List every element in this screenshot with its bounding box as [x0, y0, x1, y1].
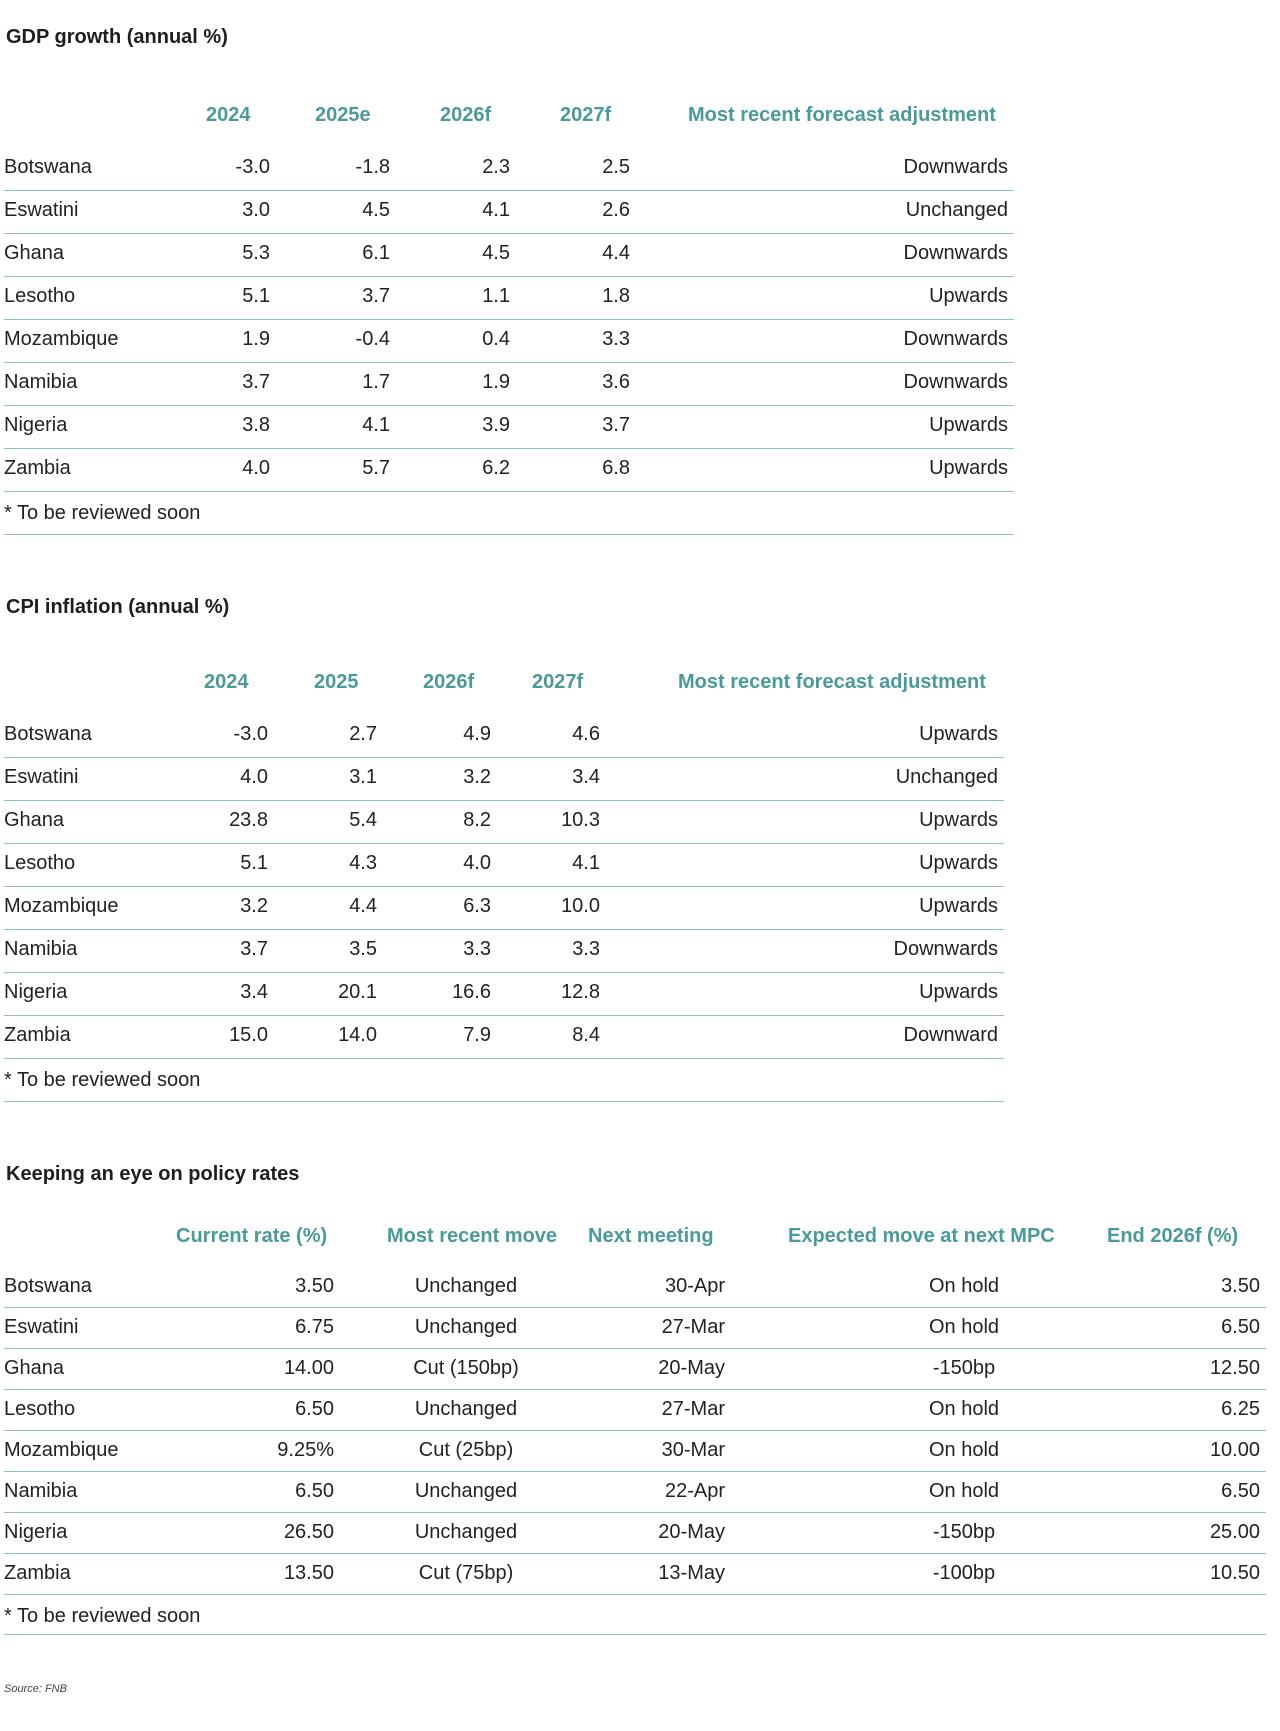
country-cell: Botswana: [4, 723, 92, 745]
value-cell: 5.3: [242, 242, 270, 264]
value-cell: Upwards: [929, 457, 1008, 479]
cpi-note-text: * To be reviewed soon: [4, 1069, 201, 1091]
value-cell: On hold: [928, 1275, 1000, 1297]
value-cell: 3.3: [463, 938, 491, 960]
value-cell: 3.4: [240, 981, 268, 1003]
value-cell: 4.1: [482, 199, 510, 221]
gdp-header-2025e: 2025e: [315, 104, 371, 126]
gdp-table-row: [4, 148, 1014, 191]
value-cell: On hold: [928, 1439, 1000, 1461]
country-cell: Eswatini: [4, 1316, 79, 1338]
policy-note: [4, 1595, 1266, 1635]
value-cell: -1.8: [355, 156, 390, 178]
value-cell: 3.50: [1221, 1275, 1260, 1297]
cpi-table-row: [4, 715, 1004, 758]
value-cell: 1.8: [602, 285, 630, 307]
country-cell: Ghana: [4, 242, 65, 264]
gdp-header-row: [4, 104, 1014, 148]
cpi-header-2025: 2025: [314, 671, 359, 693]
policy-header-current-rate: Current rate (%): [176, 1225, 328, 1247]
country-cell: Zambia: [4, 457, 71, 479]
value-cell: Downwards: [893, 938, 998, 960]
value-cell: Upwards: [929, 285, 1008, 307]
policy-header-end-2026f: End 2026f (%): [1107, 1225, 1239, 1247]
value-cell: Upwards: [919, 852, 998, 874]
value-cell: 3.8: [242, 414, 270, 436]
value-cell: Downwards: [903, 242, 1008, 264]
value-cell: 6.50: [295, 1480, 334, 1502]
value-cell: -3.0: [233, 723, 268, 745]
value-cell: 16.6: [452, 981, 491, 1003]
value-cell: 2.7: [349, 723, 377, 745]
value-cell: 8.4: [572, 1024, 600, 1046]
value-cell: Upwards: [919, 809, 998, 831]
value-cell: 3.3: [572, 938, 600, 960]
cpi-header-2026f: 2026f: [423, 671, 475, 693]
policy-table-row: [4, 1472, 1266, 1513]
country-cell: Ghana: [4, 1357, 65, 1379]
country-cell: Namibia: [4, 371, 78, 393]
value-cell: 12.8: [561, 981, 600, 1003]
value-cell: 6.8: [602, 457, 630, 479]
value-cell: 5.1: [242, 285, 270, 307]
value-cell: 15.0: [229, 1024, 268, 1046]
value-cell: 3.2: [463, 766, 491, 788]
value-cell: 4.5: [362, 199, 390, 221]
country-cell: Ghana: [4, 809, 65, 831]
value-cell: -0.4: [355, 328, 390, 350]
value-cell: Upwards: [919, 895, 998, 917]
value-cell: 5.1: [240, 852, 268, 874]
value-cell: Unchanged: [414, 1398, 518, 1420]
value-cell: 30-Apr: [664, 1275, 725, 1297]
value-cell: 14.0: [338, 1024, 377, 1046]
gdp-table-row: [4, 406, 1014, 449]
value-cell: Downwards: [903, 328, 1008, 350]
value-cell: Downwards: [903, 156, 1008, 178]
value-cell: 3.7: [240, 938, 268, 960]
value-cell: 5.7: [362, 457, 390, 479]
country-cell: Mozambique: [4, 895, 119, 917]
country-cell: Lesotho: [4, 852, 76, 874]
value-cell: Unchanged: [895, 766, 998, 788]
value-cell: 3.5: [349, 938, 377, 960]
cpi-table-row: [4, 887, 1004, 930]
value-cell: Cut (150bp): [413, 1357, 519, 1379]
value-cell: 1.9: [242, 328, 270, 350]
value-cell: Unchanged: [905, 199, 1008, 221]
policy-header-expected-move: Expected move at next MPC: [788, 1225, 1055, 1247]
value-cell: 13.50: [283, 1562, 334, 1584]
value-cell: 13-May: [658, 1562, 725, 1584]
policy-header-recent-move: Most recent move: [387, 1225, 558, 1247]
value-cell: Cut (75bp): [418, 1562, 514, 1584]
value-cell: Unchanged: [414, 1316, 518, 1338]
value-cell: 10.0: [561, 895, 600, 917]
gdp-table-row: [4, 191, 1014, 234]
value-cell: -150bp: [932, 1357, 996, 1379]
value-cell: 3.9: [482, 414, 510, 436]
value-cell: 4.0: [463, 852, 491, 874]
value-cell: 5.4: [349, 809, 377, 831]
value-cell: 2.3: [482, 156, 510, 178]
policy-table-row: [4, 1554, 1266, 1595]
value-cell: 27-Mar: [661, 1316, 725, 1338]
policy-table-row: [4, 1513, 1266, 1554]
value-cell: 30-Mar: [661, 1439, 725, 1461]
gdp-table: [4, 104, 1014, 535]
cpi-table-row: [4, 801, 1004, 844]
policy-title: Keeping an eye on policy rates: [6, 1163, 300, 1185]
cpi-header-2027f: 2027f: [532, 671, 584, 693]
value-cell: 23.8: [229, 809, 268, 831]
country-cell: Botswana: [4, 1275, 92, 1297]
value-cell: 4.3: [349, 852, 377, 874]
value-cell: 4.4: [602, 242, 630, 264]
value-cell: 27-Mar: [661, 1398, 725, 1420]
policy-note-text: * To be reviewed soon: [4, 1605, 201, 1627]
gdp-table-row: [4, 277, 1014, 320]
policy-table-row: [4, 1349, 1266, 1390]
cpi-table: [4, 671, 1004, 1102]
value-cell: 4.5: [482, 242, 510, 264]
value-cell: 4.0: [242, 457, 270, 479]
value-cell: 20-May: [658, 1357, 725, 1379]
value-cell: On hold: [928, 1480, 1000, 1502]
value-cell: 3.6: [602, 371, 630, 393]
value-cell: 3.4: [572, 766, 600, 788]
country-cell: Eswatini: [4, 766, 79, 788]
value-cell: On hold: [928, 1316, 1000, 1338]
value-cell: 2.6: [602, 199, 630, 221]
value-cell: 4.6: [572, 723, 600, 745]
value-cell: Upwards: [929, 414, 1008, 436]
value-cell: 3.7: [242, 371, 270, 393]
value-cell: Upwards: [919, 723, 998, 745]
value-cell: 3.0: [242, 199, 270, 221]
country-cell: Lesotho: [4, 285, 76, 307]
gdp-table-row: [4, 320, 1014, 363]
policy-table: [4, 1225, 1266, 1635]
cpi-header-2024: 2024: [204, 671, 249, 693]
value-cell: 8.2: [463, 809, 491, 831]
country-cell: Lesotho: [4, 1398, 76, 1420]
value-cell: Upwards: [919, 981, 998, 1003]
country-cell: Nigeria: [4, 414, 68, 436]
value-cell: 3.1: [349, 766, 377, 788]
value-cell: 4.1: [362, 414, 390, 436]
value-cell: 7.9: [463, 1024, 491, 1046]
country-cell: Zambia: [4, 1024, 71, 1046]
value-cell: 10.3: [561, 809, 600, 831]
cpi-table-row: [4, 758, 1004, 801]
country-cell: Eswatini: [4, 199, 79, 221]
country-cell: Botswana: [4, 156, 92, 178]
country-cell: Namibia: [4, 938, 78, 960]
value-cell: 4.1: [572, 852, 600, 874]
value-cell: 3.7: [602, 414, 630, 436]
value-cell: 10.00: [1209, 1439, 1260, 1461]
value-cell: Unchanged: [414, 1480, 518, 1502]
cpi-table-row: [4, 844, 1004, 887]
country-cell: Namibia: [4, 1480, 78, 1502]
value-cell: 1.7: [362, 371, 390, 393]
value-cell: 6.75: [295, 1316, 334, 1338]
value-cell: 4.4: [349, 895, 377, 917]
country-cell: Nigeria: [4, 1521, 68, 1543]
value-cell: 3.50: [295, 1275, 334, 1297]
value-cell: 3.3: [602, 328, 630, 350]
value-cell: 6.2: [482, 457, 510, 479]
policy-table-row: [4, 1267, 1266, 1308]
value-cell: 9.25%: [277, 1439, 334, 1461]
value-cell: Cut (25bp): [418, 1439, 514, 1461]
policy-header-row: [4, 1225, 1266, 1267]
cpi-header-row: [4, 671, 1004, 715]
value-cell: On hold: [928, 1398, 1000, 1420]
cpi-table-row: [4, 1016, 1004, 1059]
country-cell: Zambia: [4, 1562, 71, 1584]
gdp-header-adjustment: Most recent forecast adjustment: [688, 104, 996, 126]
value-cell: 4.0: [240, 766, 268, 788]
value-cell: 6.1: [362, 242, 390, 264]
country-cell: Nigeria: [4, 981, 68, 1003]
value-cell: 2.5: [602, 156, 630, 178]
value-cell: 6.50: [1221, 1480, 1260, 1502]
cpi-header-adjustment: Most recent forecast adjustment: [678, 671, 986, 693]
cpi-note: [4, 1059, 1004, 1102]
value-cell: 1.1: [482, 285, 510, 307]
policy-table-row: [4, 1308, 1266, 1349]
value-cell: 12.50: [1209, 1357, 1260, 1379]
value-cell: 3.2: [240, 895, 268, 917]
value-cell: 1.9: [482, 371, 510, 393]
value-cell: 22-Apr: [664, 1480, 725, 1502]
value-cell: 20-May: [658, 1521, 725, 1543]
value-cell: 6.3: [463, 895, 491, 917]
value-cell: -3.0: [235, 156, 270, 178]
country-cell: Mozambique: [4, 328, 119, 350]
value-cell: Unchanged: [414, 1275, 518, 1297]
value-cell: Unchanged: [414, 1521, 518, 1543]
country-cell: Mozambique: [4, 1439, 119, 1461]
gdp-header-2026f: 2026f: [440, 104, 492, 126]
value-cell: 3.7: [362, 285, 390, 307]
value-cell: 0.4: [482, 328, 510, 350]
value-cell: Downward: [903, 1024, 998, 1046]
gdp-note: [4, 492, 1014, 535]
value-cell: 4.9: [463, 723, 491, 745]
gdp-header-2024: 2024: [206, 104, 251, 126]
policy-header-next-meeting: Next meeting: [588, 1225, 714, 1247]
policy-table-row: [4, 1431, 1266, 1472]
policy-table-row: [4, 1390, 1266, 1431]
gdp-table-row: [4, 363, 1014, 406]
source-note: Source: FNB: [4, 1683, 67, 1695]
gdp-table-row: [4, 234, 1014, 277]
gdp-header-2027f: 2027f: [560, 104, 612, 126]
value-cell: 26.50: [283, 1521, 334, 1543]
value-cell: Downwards: [903, 371, 1008, 393]
value-cell: -150bp: [932, 1521, 996, 1543]
value-cell: 6.50: [1221, 1316, 1260, 1338]
cpi-table-row: [4, 973, 1004, 1016]
value-cell: -100bp: [932, 1562, 996, 1584]
cpi-title: CPI inflation (annual %): [6, 596, 230, 618]
value-cell: 20.1: [338, 981, 377, 1003]
cpi-table-row: [4, 930, 1004, 973]
value-cell: 6.50: [295, 1398, 334, 1420]
gdp-title: GDP growth (annual %): [6, 26, 228, 48]
gdp-note-text: * To be reviewed soon: [4, 502, 201, 524]
value-cell: 14.00: [283, 1357, 334, 1379]
gdp-table-row: [4, 449, 1014, 492]
value-cell: 6.25: [1221, 1398, 1260, 1420]
value-cell: 25.00: [1209, 1521, 1260, 1543]
value-cell: 10.50: [1209, 1562, 1260, 1584]
